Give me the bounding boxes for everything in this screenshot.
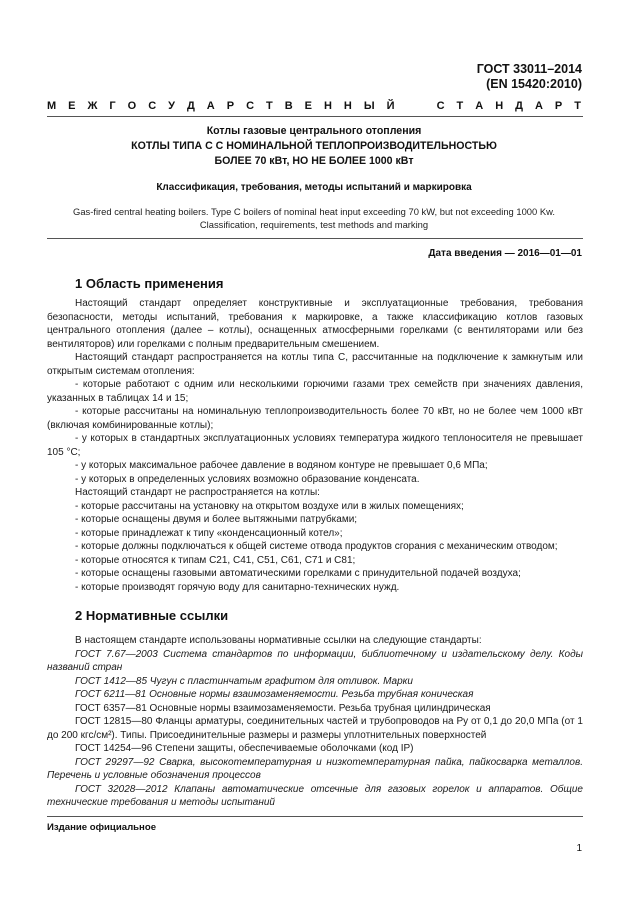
- title-line-3: БОЛЕЕ 70 кВт, НО НЕ БОЛЕЕ 1000 кВт: [214, 155, 414, 167]
- banner-letter: Й: [386, 100, 395, 112]
- banner-letter: Е: [68, 100, 76, 112]
- paragraph: В настоящем стандарте использованы нормативные ссылки на следующие стандарты:: [75, 635, 482, 646]
- banner-letter: О: [127, 100, 137, 112]
- subtitle: Классификация, требования, методы испытаний и маркировка: [156, 182, 472, 193]
- banner-letter: А: [475, 100, 484, 112]
- paragraph: Настоящий стандарт не распространяется на котлы:: [75, 487, 320, 498]
- list-item: - которые оснащены двумя и более вытяжными патрубками;: [75, 514, 358, 525]
- banner-letter: А: [534, 100, 543, 112]
- reference-item: ГОСТ 7.67—2003 Система стандартов по информации, библиотечному и издательскому делу. Коды названий стран: [47, 648, 583, 673]
- title-line-2: КОТЛЫ ТИПА С С НОМИНАЛЬНОЙ ТЕПЛОПРОИЗВОДИТЕЛЬНОСТЬЮ: [131, 140, 497, 152]
- reference-item: ГОСТ 12815—80 Фланцы арматуры, соединительных частей и трубопроводов на Ру от 0,1 до 20,0 МПа (от 1 до 200 кгс/см²). Типы. Присоединительные размеры и размеры уплотнительных поверхностей: [47, 716, 583, 741]
- list-item: - у которых максимальное рабочее давление в водяном контуре не превышает 0,6 МПа;: [75, 460, 488, 471]
- banner-letter: Н: [323, 100, 332, 112]
- section-1-heading: 1 Область применения: [75, 276, 224, 291]
- intro-date: Дата введения — 2016—01—01: [428, 248, 582, 259]
- standard-number-en: (EN 15420:2010): [486, 77, 582, 91]
- banner-letter: А: [206, 100, 215, 112]
- paragraph: Настоящий стандарт определяет конструктивные и эксплуатационные требования, требования безопасности, методы испытаний, требования к маркировке, а также классификацию котлов газовых центрального отопления (далее – котлы), оснащенных атмосферными горелками (с вентиляторами или без вентиляторов) или горелками с полным предварительным смешением.: [47, 298, 583, 350]
- reference-item: ГОСТ 6211—81 Основные нормы взаимозаменяемости. Резьба трубная коническая: [75, 689, 474, 700]
- banner-letter: С: [148, 100, 157, 112]
- banner-letter: [422, 100, 425, 112]
- list-item: - которые рассчитаны на номинальную теплопроизводительность более 70 кВт, но не более чем 1000 кВт (включая комбинированные котлы);: [47, 406, 583, 431]
- list-item: - которые рассчитаны на установку на открытом воздухе или в жилых помещениях;: [75, 500, 464, 512]
- interstate-standard-banner: [47, 100, 581, 112]
- banner-letter: Н: [343, 100, 352, 112]
- banner-letter: С: [246, 100, 255, 112]
- banner-letter: Д: [186, 100, 195, 112]
- reference-item: ГОСТ 32028—2012 Клапаны автоматические отсечные для газовых горелок и аппаратов. Общие технические требования и методы испытаний: [47, 783, 583, 808]
- reference-item: ГОСТ 14254—96 Степени защиты, обеспечиваемые оболочками (код IP): [75, 743, 414, 754]
- list-item: - у которых в определенных условиях возможно образование конденсата.: [75, 473, 420, 485]
- banner-letter: У: [168, 100, 175, 112]
- list-item: - которые производят горячую воду для санитарно-технических нужд.: [75, 581, 400, 593]
- banner-letter: Ы: [363, 100, 375, 112]
- list-item: - которые принадлежат к типу «конденсационный котел»;: [75, 527, 343, 539]
- standard-number: ГОСТ 33011–2014: [476, 62, 582, 76]
- banner-letter: Р: [554, 100, 563, 112]
- title-block: [40, 124, 588, 231]
- banner-letter: М: [47, 100, 57, 112]
- reference-item: ГОСТ 1412—85 Чугун с пластинчатым графитом для отливок. Марки: [75, 675, 413, 687]
- standard-number-block: [477, 62, 582, 92]
- list-item: - у которых в стандартных эксплуатационных условиях температура жидкого теплоносителя не превышает 105 °С;: [47, 433, 583, 458]
- paragraph: Настоящий стандарт распространяется на котлы типа С, рассчитанные на подключение к замкнутым или открытым системам отопления:: [47, 352, 583, 377]
- list-item: - которые оснащены газовыми автоматическими горелками с принудительной подачей воздуха;: [75, 568, 521, 579]
- list-item: - которые работают с одним или несколькими горючими газами трех семейств при значениях давления, указанных в таблицах 14 и 15;: [47, 379, 583, 404]
- list-item: - которые должны подключаться к общей системе отвода продуктов сгорания с механическим отводом;: [75, 541, 558, 552]
- english-title-line-2: Classification, requirements, test methods and marking: [199, 219, 429, 230]
- header-rule-top: [47, 116, 583, 117]
- banner-letter: [407, 100, 410, 112]
- banner-letter: Д: [515, 100, 523, 112]
- edition-label: Издание официальное: [47, 822, 157, 833]
- banner-letter: Т: [266, 100, 273, 112]
- footer-rule: [47, 816, 583, 817]
- reference-item: ГОСТ 29297—92 Сварка, высокотемпературная и низкотемпературная пайка, пайкосварка металлов. Перечень и условные обозначения процессов: [47, 756, 583, 781]
- section-1-body: [47, 297, 583, 594]
- english-title: [40, 205, 588, 231]
- banner-letter: В: [284, 100, 293, 112]
- banner-letter: Т: [574, 100, 581, 112]
- banner-letter: Т: [456, 100, 464, 112]
- banner-letter: С: [436, 100, 445, 112]
- banner-letter: Ж: [87, 100, 98, 112]
- banner-letter: Г: [109, 100, 116, 112]
- english-title-line-1: Gas-fired central heating boilers. Type C boilers of nominal heat input exceeding 70 kW, but not exceeding 1000 Kw.: [73, 206, 555, 217]
- section-2-heading: 2 Нормативные ссылки: [75, 608, 229, 623]
- page-number: 1: [576, 843, 582, 854]
- section-2-body: [47, 634, 583, 810]
- banner-letter: Н: [495, 100, 504, 112]
- reference-item: ГОСТ 6357—81 Основные нормы взаимозаменяемости. Резьба трубная цилиндрическая: [75, 702, 491, 714]
- list-item: - которые относятся к типам С21, С41, С51, С61, С71 и С81;: [75, 554, 356, 566]
- title-line-1: Котлы газовые центрального отопления: [206, 125, 422, 137]
- banner-letter: Р: [226, 100, 235, 112]
- title-rule-bottom: [47, 238, 583, 239]
- banner-letter: Е: [304, 100, 312, 112]
